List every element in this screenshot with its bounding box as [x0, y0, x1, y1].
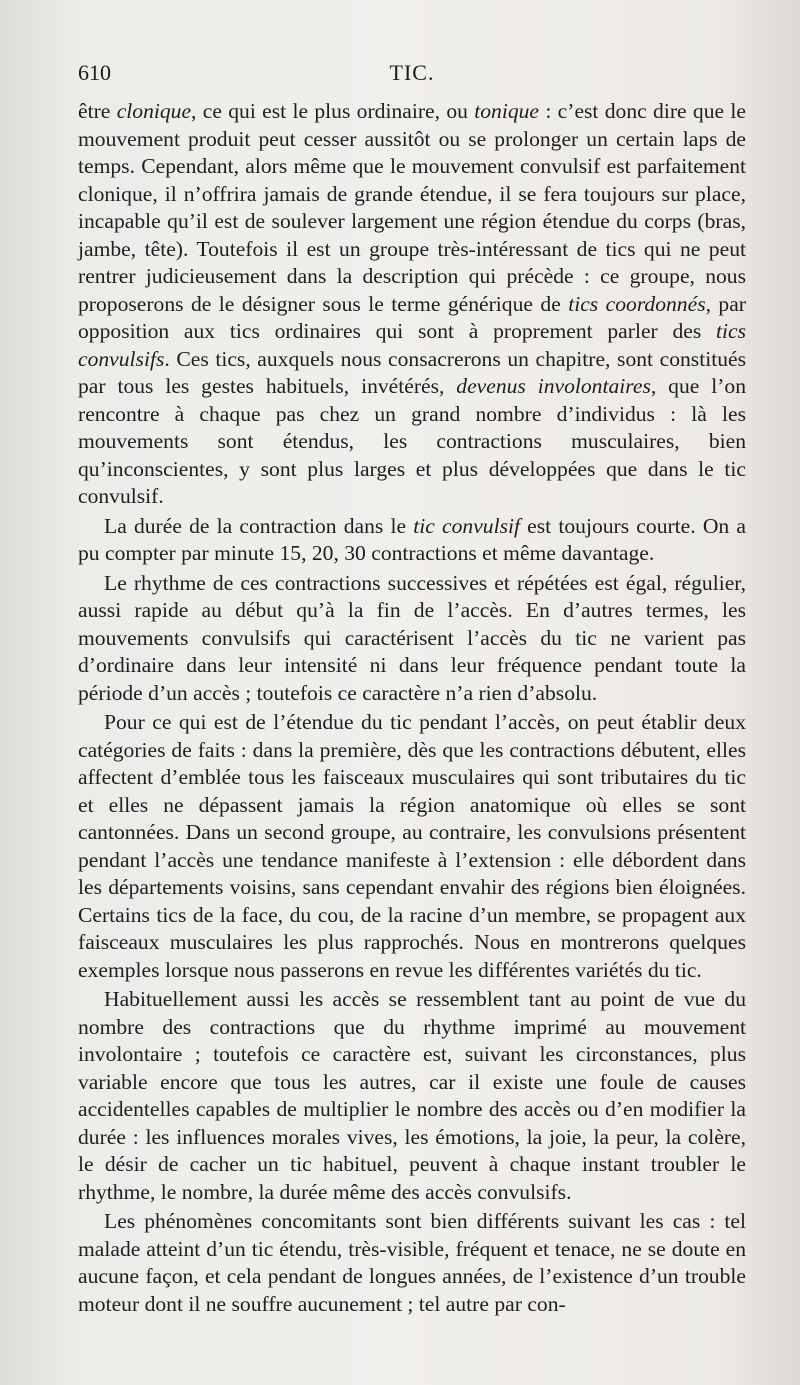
- text-run: est toujours courte. On a pu compter par minute 15, 20, 30 contractions et même davantage.: [78, 513, 746, 565]
- italic-run: devenus involontaires: [456, 374, 651, 398]
- text-run: Pour ce qui est de l’étendue du tic pendant l’accès, on peut établir deux catégories de faits : dans la première, dès que les contractions débutent, elles affectent d’emblée tous les faisceaux musculaires qui sont tributaires du tic et elles ne dépassent jamais la région anatomique où elles se sont cantonnées. Dans un second groupe, au contraire, les convulsions présentent pendant l’accès une tendance manifeste à l’extension : elle débordent dans les départements voisins, sans cependant envahir des régions bien éloignées. Certains tics de la face, du cou, de la racine d’un membre, se propagent aux faisceaux musculaires les plus rapprochés. Nous en montrerons quelques exemples lorsque nous passerons en revue les différentes variétés du tic.: [78, 710, 746, 982]
- text-run: , que l’on rencontre à chaque pas chez un grand nombre d’individus : là les mouvements sont étendus, les contractions musculaires, bien qu’inconscientes, y sont plus larges et plus développées que dans le tic convulsif.: [78, 374, 746, 508]
- italic-run: tics coordonnés: [568, 291, 706, 316]
- text-run: : c’est donc dire que le mouvement produit peut cesser aussitôt ou se prolonger un certain laps de temps. Cependant, alors même que le mouvement convulsif est parfaitement clonique, il n’offrira jamais de grande étendue, il se fera toujours sur place, incapable qu’il est de soulever largement une région étendue du corps (bras, jambe, tête). Toutefois il est un groupe très-intéressant de tics qui ne peut rentrer judicieusement dans la description qui précède : ce groupe, nous proposerons de le désigner sous le terme générique de: [78, 99, 746, 316]
- italic-run: clonique: [116, 99, 192, 123]
- running-header: [78, 60, 746, 92]
- paragraph: [78, 570, 746, 708]
- text-run: Les phénomènes concomitants sont bien différents suivant les cas : tel malade atteint d’un tic étendu, très-visible, fréquent et tenace, ne se doute en aucune façon, et cela pendant de longues années, de l’existence d’un trouble moteur dont il ne souffre aucunement ; tel autre par con-: [78, 1209, 746, 1316]
- paragraph: [78, 1208, 746, 1318]
- paragraph: [78, 986, 746, 1206]
- text-run: Habituellement aussi les accès se ressemblent tant au point de vue du nombre des contractions que du rhythme imprimé au mouvement involontaire ; toutefois ce caractère est, suivant les circonstances, plus variable encore que tous les autres, car il existe une foule de causes accidentelles capables de multiplier le nombre des accès ou d’en modifier la durée : les influences morales vives, les émotions, la joie, la peur, la colère, le désir de cacher un tic habituel, peuvent à chaque instant troubler le rhythme, le nombre, la durée même des accès convulsifs.: [78, 987, 746, 1204]
- text-run: être: [78, 99, 117, 123]
- paragraph: [78, 709, 746, 984]
- text-run: . Ces tics, auxquels nous consacrerons un chapitre, sont constitués par tous les gestes habituels, invétérés,: [78, 346, 746, 398]
- text-run: La durée de la contraction dans le: [104, 513, 414, 538]
- page-number: 610: [78, 60, 111, 85]
- italic-run: tonique: [474, 99, 540, 123]
- text-run: , ce qui est le plus ordinaire, ou: [191, 99, 475, 123]
- body-text: [78, 98, 746, 1318]
- italic-run: tics convulsifs: [78, 319, 746, 371]
- paragraph: [78, 513, 746, 568]
- paragraph: [78, 98, 746, 511]
- italic-run: tic convulsif: [413, 513, 520, 538]
- running-title: TIC.: [389, 60, 435, 85]
- text-run: , par opposition aux tics ordinaires qui sont à proprement parler des: [78, 291, 746, 343]
- text-run: Le rhythme de ces contractions successives et répétées est égal, régulier, aussi rapide au début qu’à la fin de l’accès. En d’autres termes, les mouvements convulsifs qui caractérisent l’accès du tic ne varient pas d’ordinaire dans leur intensité ni dans leur fréquence pendant toute la période d’un accès ; toutefois ce caractère n’a rien d’absolu.: [78, 570, 746, 705]
